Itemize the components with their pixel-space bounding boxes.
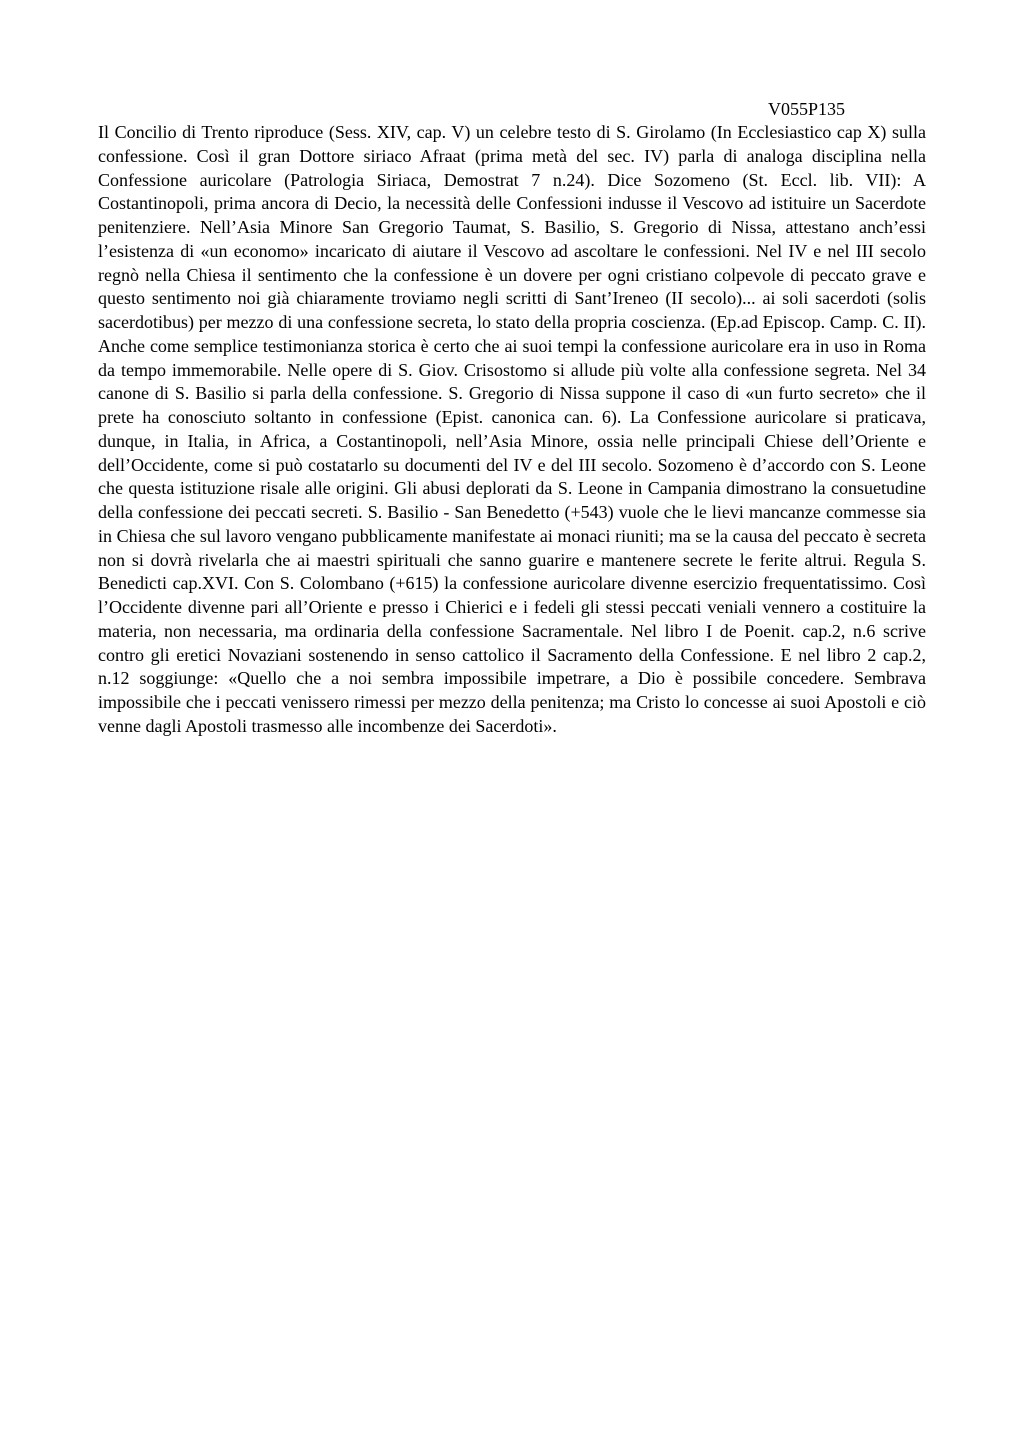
body-paragraph: Il Concilio di Trento riproduce (Sess. XIV, cap. V) un celebre testo di S. Girolamo (In Ecclesiastico cap X) sulla confessione. Così il gran Dottore siriaco Afraat (prima metà del sec. IV) parla di analoga disciplina nella Confessione auricolare (Patrologia Siriaca, Demostrat 7 n.24). Dice Sozomeno (St. Eccl. lib. VII): A Costantinopoli, prima ancora di Decio, la necessità delle Confessioni indusse il Vescovo ad istituire un Sacerdote penitenziere. Nell’Asia Minore San Gregorio Taumat, S. Basilio, S. Gregorio di Nissa, attestano anch’essi l’esistenza di «un economo» incaricato di aiutare il Vescovo ad ascoltare le confessioni. Nel IV e nel III secolo regnò nella Chiesa il sentimento che la confessione è un dovere per ogni cristiano colpevole di peccato grave e questo sentimento noi già chiaramente troviamo negli scritti di Sant’Ireneo (II secolo)... ai soli sacerdoti (solis sacerdotibus) per mezzo di una confessione secreta, lo stato della propria coscienza. (Ep.ad Episcop. Camp. C. II). Anche come semplice testimonianza storica è certo che ai suoi tempi la confessione auricolare era in uso in Roma da tempo immemorabile. Nelle opere di S. Giov. Crisostomo si allude più volte alla confessione segreta. Nel 34 canone di S. Basilio si parla della confessione. S. Gregorio di Nissa suppone il caso di «un furto secreto» che il prete ha conosciuto soltanto in confessione (Epist. canonica can. 6). La Confessione auricolare si praticava, dunque, in Italia, in Africa, a Costantinopoli, nell’Asia Minore, ossia nelle principali Chiese dell’Oriente e dell’Occidente, come si può costatarlo su documenti del IV e del III secolo. Sozomeno è d’accordo con S. Leone che questa istituzione risale alle origini. Gli abusi deplorati da S. Leone in Campania dimostrano la consuetudine della confessione dei peccati secreti. S. Basilio - San Benedetto (+543) vuole che le lievi mancanze commesse sia in Chiesa che sul lavoro vengano pubblicamente manifestate ai monaci riuniti; ma se la causa del peccato è secreta non si dovrà rivelarla che ai maestri spirituali che sanno guarire e mantenere secrete le ferite altrui. Regula S. Benedicti cap.XVI. Con S. Colombano (+615) la confessione auricolare divenne esercizio frequentatissimo. Così l’Occidente divenne pari all’Oriente e presso i Chierici e i fedeli gli stessi peccati veniali vennero a costituire la materia, non necessaria, ma ordinaria della confessione Sacramentale. Nel libro I de Poenit. cap.2, n.6 scrive contro gli eretici Novaziani sostenendo in senso cattolico il Sacramento della Confessione. E nel libro 2 cap.2, n.12 soggiunge: «Quello che a noi sembra impossibile impetrare, a Dio è possibile concedere. Sembrava impossibile che i peccati venissero rimessi per mezzo della penitenza; ma Cristo lo concesse ai suoi Apostoli e ciò venne dagli Apostoli trasmesso alle incombenze dei Sacerdoti». <box>98 122 926 736</box>
page-code: V055P135 <box>768 99 846 119</box>
